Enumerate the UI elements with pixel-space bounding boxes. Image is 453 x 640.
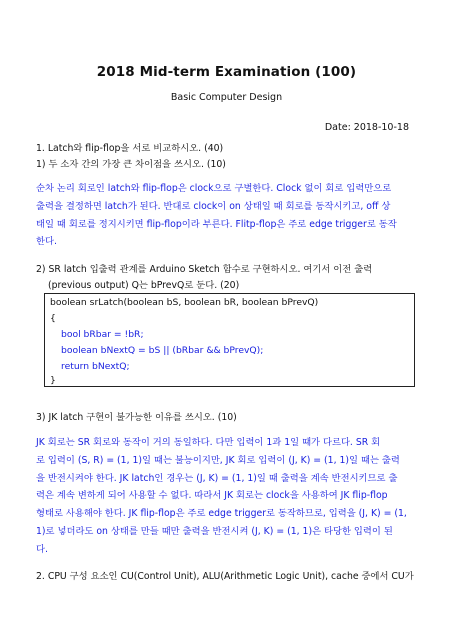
answer-line: 1)로 넣더라도 on 상태를 만들 때만 출력을 반전시켜 (J, K) = (1, 1)은 타당한 입력이 된 — [36, 525, 393, 537]
question-1-heading: 1. Latch와 flip-flop을 서로 비교하시오. (40) — [36, 143, 224, 154]
course-name: Basic Computer Design — [170, 92, 283, 103]
code-line: } — [50, 375, 56, 386]
exam-date: Date: 2018-10-18 — [324, 122, 409, 133]
answer-line: 형태로 사용해야 한다. JK flip-flop은 주로 edge trigger로 동작하므로, 입력을 (J, K) = (1, — [36, 508, 407, 520]
question-1-3: 3) JK latch 구현이 불가능한 이유를 쓰시오. (10) — [36, 412, 237, 423]
code-line: bool bRbar = !bR; — [61, 329, 144, 340]
answer-line: 한다. — [36, 236, 57, 248]
question-1-1: 1) 두 소자 간의 가장 큰 차이점을 쓰시오. (10) — [36, 159, 226, 170]
question-line: 2) SR latch 입출력 관계를 Arduino Sketch 함수로 구현하시오. 여기서 이전 출력 — [36, 264, 373, 275]
answer-line: 출력을 결정하면 latch가 된다. 반대로 clock이 on 상태일 때 회로를 동작시키고, off 상 — [36, 200, 391, 212]
code-line: return bNextQ; — [61, 361, 130, 372]
answer-1-1 — [36, 180, 414, 251]
code-line: boolean srLatch(boolean bS, boolean bR, boolean bPrevQ) — [50, 297, 319, 308]
answer-line: 순차 논리 회로인 latch와 flip-flop은 clock으로 구별한다. Clock 없이 회로 입력만으로 — [36, 183, 392, 194]
answer-line: 태일 때 회로를 정지시키면 flip-flop이라 부른다. Flitp-flop은 주로 edge trigger로 동작 — [36, 218, 397, 230]
code-answer-box — [44, 293, 415, 387]
answer-line: 력은 계속 변하게 되어 사용할 수 없다. 따라서 JK 회로는 clock을 사용하여 JK flip-flop — [36, 490, 388, 502]
code-line: boolean bNextQ = bS || (bRbar && bPrevQ); — [61, 345, 264, 356]
answer-1-3 — [36, 434, 414, 559]
answer-line: 을 반전시켜야 한다. JK latch인 경우는 (J, K) = (1, 1)일 때 출력을 계속 반전시키므로 출 — [36, 472, 398, 484]
answer-line: JK 회로는 SR 회로와 동작이 거의 동일하다. 다만 입력이 1과 1일 때가 다르다. SR 회 — [36, 437, 381, 448]
answer-line: 다. — [36, 543, 48, 555]
code-line: { — [50, 313, 56, 324]
question-2-heading: 2. CPU 구성 요소인 CU(Control Unit), ALU(Arithmetic Logic Unit), cache 중에서 CU가 — [36, 571, 414, 582]
question-1-2 — [36, 262, 416, 294]
answer-line: 로 입력이 (S, R) = (1, 1)일 때는 불능이지만, JK 회로 입력이 (J, K) = (1, 1)일 때는 출력 — [36, 454, 400, 466]
question-line: (previous output) Q는 bPrevQ로 둔다. (20) — [48, 280, 240, 291]
exam-title: 2018 Mid-term Examination (100) — [96, 64, 357, 80]
